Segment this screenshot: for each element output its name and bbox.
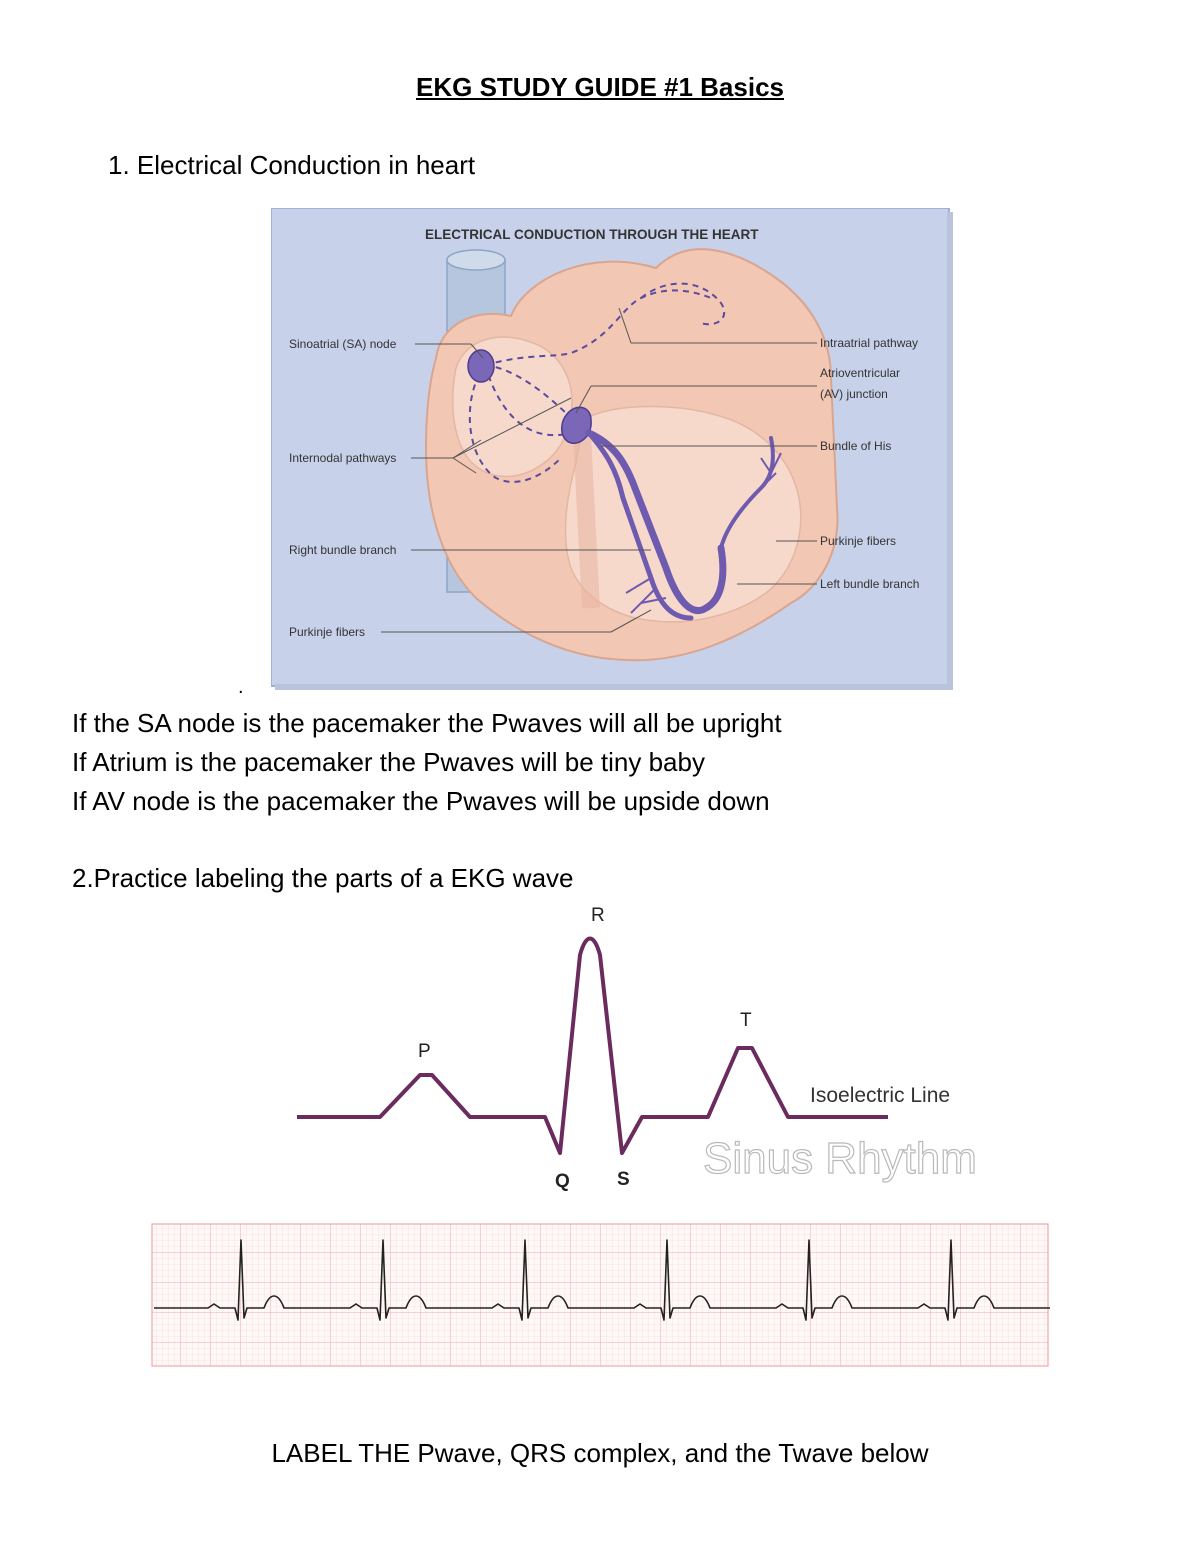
heart-conduction-diagram <box>271 208 953 690</box>
diagram-title: ELECTRICAL CONDUCTION THROUGH THE HEART <box>425 227 759 242</box>
sa-node-shape <box>468 350 494 382</box>
label-internodal-pathways: Internodal pathways <box>289 451 397 465</box>
label-intraatrial-pathway: Intraatrial pathway <box>820 336 919 350</box>
wave-label-t: T <box>740 1010 752 1031</box>
strip-grid <box>152 1224 1048 1366</box>
sinus-rhythm-watermark: Sinus Rhythm <box>703 1134 977 1183</box>
page-title: EKG STUDY GUIDE #1 Basics <box>416 72 784 102</box>
label-instruction: LABEL THE Pwave, QRS complex, and the Twave below <box>271 1438 929 1468</box>
pacemaker-line-sa: If the SA node is the pacemaker the Pwaves will all be upright <box>72 708 782 738</box>
label-right-bundle-branch: Right bundle branch <box>289 543 397 557</box>
stray-dot: . <box>238 676 244 698</box>
section-2-heading: 2.Practice labeling the parts of a EKG wave <box>72 863 574 893</box>
label-left-bundle-branch: Left bundle branch <box>820 577 920 591</box>
label-sa-node: Sinoatrial (SA) node <box>289 337 397 351</box>
wave-label-s: S <box>617 1169 630 1190</box>
wave-label-p: P <box>418 1041 431 1062</box>
ekg-waveform <box>297 939 888 1154</box>
pacemaker-line-atrium: If Atrium is the pacemaker the Pwaves will be tiny baby <box>72 747 705 777</box>
isoelectric-line-label: Isoelectric Line <box>810 1084 951 1107</box>
label-atrioventricular: Atrioventricular <box>820 366 901 380</box>
label-bundle-of-his: Bundle of His <box>820 439 892 453</box>
label-purkinje-fibers-left: Purkinje fibers <box>289 625 366 639</box>
pacemaker-line-av: If AV node is the pacemaker the Pwaves will be upside down <box>72 786 770 816</box>
wave-label-q: Q <box>555 1171 570 1192</box>
wave-label-r: R <box>591 905 605 926</box>
section-1-heading: 1. Electrical Conduction in heart <box>108 150 476 180</box>
label-av-junction: (AV) junction <box>820 387 888 401</box>
ekg-wave-diagram <box>290 895 1020 1200</box>
label-purkinje-fibers-right: Purkinje fibers <box>820 534 897 548</box>
rhythm-strip <box>150 1222 1050 1368</box>
